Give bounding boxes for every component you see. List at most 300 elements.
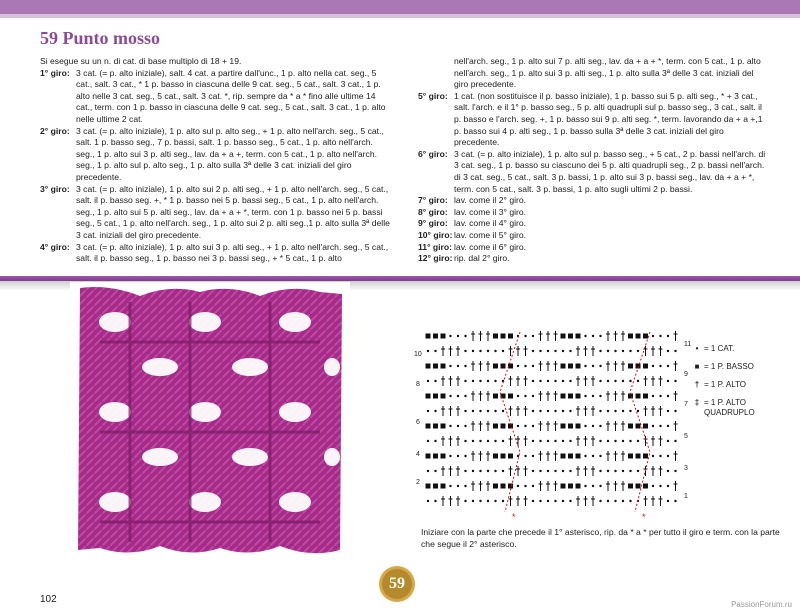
- single-crochet-symbol: [561, 484, 566, 489]
- chain-symbol: [434, 470, 436, 472]
- chain-symbol: [532, 395, 534, 397]
- chain-symbol: [569, 410, 571, 412]
- double-crochet-symbol: [554, 361, 558, 371]
- double-crochet-symbol: [516, 376, 520, 386]
- chain-symbol: [554, 410, 556, 412]
- chain-symbol: [524, 455, 526, 457]
- chain-symbol: [599, 335, 601, 337]
- chain-symbol: [584, 455, 586, 457]
- single-crochet-symbol: [636, 334, 641, 339]
- chain-symbol: [427, 410, 429, 412]
- round-label: 10° giro:: [418, 229, 453, 240]
- double-crochet-symbol: [539, 481, 543, 491]
- chain-symbol: [427, 380, 429, 382]
- chain-symbol: [584, 395, 586, 397]
- single-crochet-symbol: [501, 484, 506, 489]
- double-crochet-symbol: [584, 346, 588, 356]
- chain-symbol: [652, 365, 654, 367]
- chain-symbol: [464, 440, 466, 442]
- round-text: 3 cat. (= p. alto iniziale), 1 p. alto sul p. alto seg., + 1 p. alto nell'arch. seg., 5 cat., salt. 1 p. basso seg., 7 p. bassi, salt. 1 p. basso seg., 5 cat., 1 p. alto nell'arch. seg., 1 p. alto sui 3 p. alti seg., lav. da + a +, term. con 5 cat., 1 p. alto nell'arch. seg., 1 p. alto sul p. alto seg., 1 p. alto sulla 3ª delle 3 cat. iniziali del giro precedente.: [76, 125, 384, 182]
- single-crochet-symbol: [441, 364, 446, 369]
- chain-symbol: [472, 470, 474, 472]
- single-crochet-symbol: [628, 334, 633, 339]
- chain-symbol: [592, 365, 594, 367]
- double-crochet-symbol: [576, 496, 580, 506]
- double-crochet-symbol: [486, 391, 490, 401]
- double-crochet-symbol: [441, 406, 445, 416]
- round-text: 3 cat. (= p. alto iniziale), salt. 4 cat. a partire dall'unc., 1 p. alto nella cat. seg., 5 cat., salt. 3 cat., * 1 p. basso in ciascuna delle 9 cat. seg., 5 cat., salt. 3 cat., 1 p. alto nelle 3 cat. seg., 5 cat., salt. 3 cat. *, rip. sempre da * a * fino alle ultime 14 cat., term. con 1 p. basso in ciascuna delle 9 cat. seg., 5 cat., salt. 3 cat., 1 p. alto nelle ultime 2 cat.: [76, 67, 386, 124]
- chain-symbol: [434, 380, 436, 382]
- chain-symbol: [637, 380, 639, 382]
- single-crochet-symbol: [493, 424, 498, 429]
- chain-symbol: [629, 500, 631, 502]
- chain-symbol: [457, 365, 459, 367]
- chain-symbol: [599, 410, 601, 412]
- chain-symbol: [569, 380, 571, 382]
- square-icon: ■: [694, 362, 700, 371]
- chain-symbol: [569, 440, 571, 442]
- chain-symbol: [667, 455, 669, 457]
- top-band-light: [0, 14, 800, 18]
- chain-symbol: [599, 425, 601, 427]
- chain-symbol: [622, 440, 624, 442]
- chain-symbol: [667, 425, 669, 427]
- single-crochet-symbol: [561, 334, 566, 339]
- double-crochet-symbol: [486, 451, 490, 461]
- chain-symbol: [584, 335, 586, 337]
- double-crochet-symbol: [621, 421, 625, 431]
- chain-symbol: [637, 440, 639, 442]
- row-number: 3: [684, 465, 688, 472]
- chain-symbol: [532, 500, 534, 502]
- chain-symbol: [659, 485, 661, 487]
- chain-symbol: [667, 410, 669, 412]
- double-crochet-symbol: [606, 481, 610, 491]
- chain-symbol: [629, 410, 631, 412]
- chain-symbol: [547, 350, 549, 352]
- double-crochet-symbol: [659, 436, 663, 446]
- row-number: 11: [684, 341, 692, 348]
- chain-symbol: [614, 410, 616, 412]
- single-crochet-symbol: [433, 454, 438, 459]
- round-row: [418, 91, 770, 149]
- double-crochet-symbol: [659, 466, 663, 476]
- round-row: [40, 68, 390, 126]
- double-crochet-symbol: [524, 496, 528, 506]
- chain-symbol: [592, 485, 594, 487]
- row-number: 6: [416, 419, 420, 426]
- chain-symbol: [524, 425, 526, 427]
- single-crochet-symbol: [568, 484, 573, 489]
- chain-symbol: [472, 440, 474, 442]
- single-crochet-symbol: [636, 394, 641, 399]
- double-crochet-symbol: [621, 391, 625, 401]
- double-crochet-symbol: [659, 376, 663, 386]
- double-crochet-symbol: [456, 376, 460, 386]
- double-crochet-symbol: [614, 421, 618, 431]
- chain-symbol: [569, 470, 571, 472]
- round-label: 7° giro:: [418, 195, 448, 206]
- chain-symbol: [547, 410, 549, 412]
- round-label: 12° giro:: [418, 253, 453, 264]
- chain-symbol: [674, 410, 676, 412]
- double-crochet-symbol: [576, 346, 580, 356]
- single-crochet-symbol: [561, 424, 566, 429]
- chain-symbol: [652, 425, 654, 427]
- continued-text: nell'arch. seg., 1 p. alto sui 7 p. alti seg., lav. da + a + *, term. con 5 cat., 1 p. alto nell'arch. seg., 1 p. alto sui 3 p. alti seg., 1 p. alto sulla 3ª delle 3 cat. iniziali del giro precedente.: [454, 56, 761, 90]
- chain-symbol: [547, 500, 549, 502]
- single-crochet-symbol: [508, 454, 513, 459]
- double-crochet-symbol: [479, 421, 483, 431]
- double-crochet-symbol: [486, 331, 490, 341]
- chain-symbol: [494, 350, 496, 352]
- double-crochet-symbol: [539, 421, 543, 431]
- double-crochet-symbol: [471, 391, 475, 401]
- single-crochet-symbol: [628, 364, 633, 369]
- chain-symbol: [622, 350, 624, 352]
- chain-symbol: [539, 410, 541, 412]
- double-crochet-symbol: [516, 406, 520, 416]
- double-crochet-symbol: [539, 451, 543, 461]
- chain-symbol: [517, 485, 519, 487]
- double-crochet-symbol: [449, 436, 453, 446]
- round-text: lav. come il 4° giro.: [454, 218, 527, 229]
- chain-symbol: [532, 425, 534, 427]
- chain-symbol: [524, 485, 526, 487]
- chain-symbol: [464, 425, 466, 427]
- double-crochet-symbol: [524, 376, 528, 386]
- chain-symbol: [427, 470, 429, 472]
- double-crochet-symbol: [674, 451, 678, 461]
- double-crochet-symbol: [591, 406, 595, 416]
- double-crochet-symbol: [471, 481, 475, 491]
- chain-symbol: [532, 335, 534, 337]
- chain-symbol: [457, 335, 459, 337]
- chain-symbol: [622, 500, 624, 502]
- chain-symbol: [562, 410, 564, 412]
- round-text: lav. come il 2° giro.: [454, 195, 527, 206]
- single-crochet-symbol: [643, 394, 648, 399]
- double-crochet-symbol: [584, 406, 588, 416]
- round-row: [418, 195, 770, 207]
- single-crochet-symbol: [493, 454, 498, 459]
- double-crochet-symbol: [546, 421, 550, 431]
- double-crochet-symbol: [674, 421, 678, 431]
- round-row: [418, 218, 770, 230]
- double-crochet-symbol: [621, 481, 625, 491]
- double-crochet-symbol: [479, 361, 483, 371]
- chain-symbol: [532, 350, 534, 352]
- chain-symbol: [667, 500, 669, 502]
- round-text: lav. come il 3° giro.: [454, 206, 527, 217]
- double-crochet-symbol: [614, 481, 618, 491]
- double-crochet-symbol: [539, 391, 543, 401]
- double-crochet-symbol: [584, 376, 588, 386]
- chain-symbol: [599, 485, 601, 487]
- single-crochet-symbol: [568, 394, 573, 399]
- double-crochet-symbol: [509, 376, 513, 386]
- asterisk-marker: *: [512, 512, 516, 522]
- double-crochet-symbol: [486, 361, 490, 371]
- single-crochet-symbol: [426, 424, 431, 429]
- chain-symbol: [479, 350, 481, 352]
- chain-symbol: [652, 485, 654, 487]
- chain-symbol: [667, 470, 669, 472]
- single-crochet-symbol: [636, 454, 641, 459]
- single-crochet-symbol: [441, 334, 446, 339]
- double-crochet-symbol: [479, 481, 483, 491]
- double-crochet-symbol: [606, 361, 610, 371]
- single-crochet-symbol: [568, 364, 573, 369]
- single-crochet-symbol: [561, 454, 566, 459]
- chain-symbol: [562, 470, 564, 472]
- chain-symbol: [659, 365, 661, 367]
- double-crochet-symbol: [524, 346, 528, 356]
- double-crochet-symbol: [554, 391, 558, 401]
- row-number: 5: [684, 433, 688, 440]
- double-crochet-symbol: [674, 331, 678, 341]
- round-text: rip. dal 2° giro.: [454, 253, 510, 264]
- chain-symbol: [614, 440, 616, 442]
- chain-symbol: [667, 485, 669, 487]
- chain-symbol: [487, 350, 489, 352]
- double-crochet-symbol: [576, 376, 580, 386]
- round-row: [418, 207, 770, 219]
- round-label: 3° giro:: [40, 183, 70, 194]
- double-crochet-symbol: [584, 436, 588, 446]
- chain-symbol: [659, 455, 661, 457]
- instructions-right-column: [418, 56, 770, 265]
- instructions-left-column: [40, 56, 390, 265]
- single-crochet-symbol: [568, 454, 573, 459]
- double-crochet-symbol: [471, 451, 475, 461]
- single-crochet-symbol: [628, 484, 633, 489]
- chain-symbol: [434, 500, 436, 502]
- single-crochet-symbol: [576, 424, 581, 429]
- chain-symbol: [524, 365, 526, 367]
- double-crochet-symbol: [479, 451, 483, 461]
- chain-symbol: [494, 500, 496, 502]
- single-crochet-symbol: [426, 394, 431, 399]
- chain-symbol: [547, 440, 549, 442]
- diagram-note: Iniziare con la parte che precede il 1° asterisco, rip. da * a * per tutto il giro e term. con la parte che segue il 2° asterisco.: [421, 527, 780, 549]
- double-crochet-symbol: [441, 376, 445, 386]
- double-crochet-symbol: [659, 346, 663, 356]
- chain-symbol: [637, 350, 639, 352]
- double-crochet-symbol: [441, 346, 445, 356]
- double-crochet-symbol: [606, 331, 610, 341]
- chain-symbol: [637, 470, 639, 472]
- single-crochet-symbol: [426, 334, 431, 339]
- round-row: [418, 230, 770, 242]
- asterisk-marker: *: [642, 512, 646, 522]
- row-number: 8: [416, 381, 420, 388]
- legend-item: [690, 362, 764, 372]
- double-crochet-symbol: [674, 361, 678, 371]
- chain-symbol: [674, 500, 676, 502]
- single-crochet-symbol: [643, 334, 648, 339]
- single-crochet-symbol: [426, 484, 431, 489]
- chain-symbol: [562, 500, 564, 502]
- chain-symbol: [457, 425, 459, 427]
- single-crochet-symbol: [643, 454, 648, 459]
- chain-symbol: [449, 395, 451, 397]
- single-crochet-symbol: [643, 364, 648, 369]
- chain-symbol: [652, 395, 654, 397]
- single-crochet-symbol: [636, 424, 641, 429]
- chain-symbol: [607, 470, 609, 472]
- single-crochet-symbol: [508, 394, 513, 399]
- chain-symbol: [592, 395, 594, 397]
- double-crochet-symbol: [516, 466, 520, 476]
- chain-symbol: [434, 350, 436, 352]
- double-crochet-symbol: [471, 331, 475, 341]
- chain-symbol: [554, 500, 556, 502]
- double-crochet-symbol: [651, 466, 655, 476]
- chain-symbol: [554, 350, 556, 352]
- single-crochet-symbol: [501, 334, 506, 339]
- chain-symbol: [674, 350, 676, 352]
- double-crochet-symbol: [516, 346, 520, 356]
- chain-symbol: [592, 425, 594, 427]
- chain-symbol: [629, 440, 631, 442]
- double-crochet-symbol: [621, 331, 625, 341]
- chain-symbol: [667, 350, 669, 352]
- legend-item: [690, 398, 764, 418]
- double-crochet-symbol: [546, 451, 550, 461]
- chain-symbol: [487, 380, 489, 382]
- double-crochet-symbol: [524, 436, 528, 446]
- chain-symbol: [464, 395, 466, 397]
- chain-symbol: [472, 410, 474, 412]
- chain-symbol: [539, 440, 541, 442]
- chain-symbol: [599, 500, 601, 502]
- chain-symbol: [554, 440, 556, 442]
- chain-symbol: [629, 470, 631, 472]
- chain-symbol: [554, 380, 556, 382]
- chain-symbol: [532, 455, 534, 457]
- chain-symbol: [539, 500, 541, 502]
- page-number: 102: [40, 594, 57, 605]
- double-crochet-symbol: [456, 406, 460, 416]
- legend-item: [690, 380, 764, 390]
- double-crochet-symbol: [516, 436, 520, 446]
- chain-symbol: [517, 365, 519, 367]
- chain-symbol: [539, 350, 541, 352]
- single-crochet-symbol: [576, 334, 581, 339]
- chain-symbol: [599, 395, 601, 397]
- chain-symbol: [487, 500, 489, 502]
- single-crochet-symbol: [433, 484, 438, 489]
- single-crochet-symbol: [508, 334, 513, 339]
- double-crochet-symbol: [614, 391, 618, 401]
- round-row: [418, 242, 770, 254]
- chain-symbol: [599, 470, 601, 472]
- chain-symbol: [434, 440, 436, 442]
- double-crochet-symbol: [479, 391, 483, 401]
- single-crochet-symbol: [433, 424, 438, 429]
- chain-symbol: [464, 350, 466, 352]
- top-band: [0, 0, 800, 14]
- chain-symbol: [457, 485, 459, 487]
- chain-symbol: [584, 485, 586, 487]
- chain-symbol: [614, 350, 616, 352]
- chain-symbol: [449, 425, 451, 427]
- chain-symbol: [494, 440, 496, 442]
- single-crochet-symbol: [441, 394, 446, 399]
- round-row: [40, 242, 390, 265]
- chain-symbol: [449, 455, 451, 457]
- pattern-title: 59 Punto mosso: [40, 28, 161, 48]
- chain-symbol: [652, 455, 654, 457]
- legend-text: = 1 P. BASSO: [704, 362, 754, 371]
- chain-symbol: [584, 425, 586, 427]
- chain-symbol: [629, 380, 631, 382]
- double-crochet-symbol: [456, 346, 460, 356]
- double-crochet-symbol: [449, 346, 453, 356]
- single-crochet-symbol: [576, 394, 581, 399]
- chain-symbol: [487, 440, 489, 442]
- chain-symbol: [607, 380, 609, 382]
- chain-symbol: [622, 410, 624, 412]
- chain-symbol: [569, 350, 571, 352]
- chain-symbol: [464, 455, 466, 457]
- double-crochet-symbol: [441, 436, 445, 446]
- chain-symbol: [562, 350, 564, 352]
- single-crochet-symbol: [501, 424, 506, 429]
- single-crochet-symbol: [433, 394, 438, 399]
- chain-symbol: [614, 470, 616, 472]
- chain-symbol: [472, 380, 474, 382]
- double-crochet-symbol: [644, 496, 648, 506]
- row-number: 4: [416, 451, 420, 458]
- chain-symbol: [599, 365, 601, 367]
- chain-symbol: [464, 500, 466, 502]
- single-crochet-symbol: [628, 454, 633, 459]
- chain-symbol: [517, 395, 519, 397]
- chain-symbol: [539, 380, 541, 382]
- chain-symbol: [659, 335, 661, 337]
- double-crochet-symbol: [651, 436, 655, 446]
- single-crochet-symbol: [441, 484, 446, 489]
- single-crochet-symbol: [643, 484, 648, 489]
- double-crochet-symbol: [546, 481, 550, 491]
- round-label: 6° giro:: [418, 148, 448, 159]
- double-crochet-symbol: [456, 466, 460, 476]
- round-row: [418, 149, 770, 195]
- double-crochet-symbol: [509, 406, 513, 416]
- single-crochet-symbol: [576, 364, 581, 369]
- chain-symbol: [517, 425, 519, 427]
- double-crochet-symbol: [606, 391, 610, 401]
- double-crochet-symbol: [659, 496, 663, 506]
- double-crochet-symbol: [546, 331, 550, 341]
- chain-symbol: [622, 380, 624, 382]
- chain-symbol: [547, 380, 549, 382]
- chain-symbol: [464, 410, 466, 412]
- chain-symbol: [532, 470, 534, 472]
- chain-symbol: [554, 470, 556, 472]
- chain-symbol: [502, 470, 504, 472]
- round-row: [40, 184, 390, 242]
- double-crochet-symbol: [554, 451, 558, 461]
- chain-symbol: [427, 500, 429, 502]
- double-crochet-symbol: [644, 376, 648, 386]
- round-label: 2° giro:: [40, 125, 70, 136]
- single-crochet-symbol: [441, 454, 446, 459]
- double-crochet-symbol: [584, 466, 588, 476]
- quadruple-icon: ‡: [694, 398, 700, 407]
